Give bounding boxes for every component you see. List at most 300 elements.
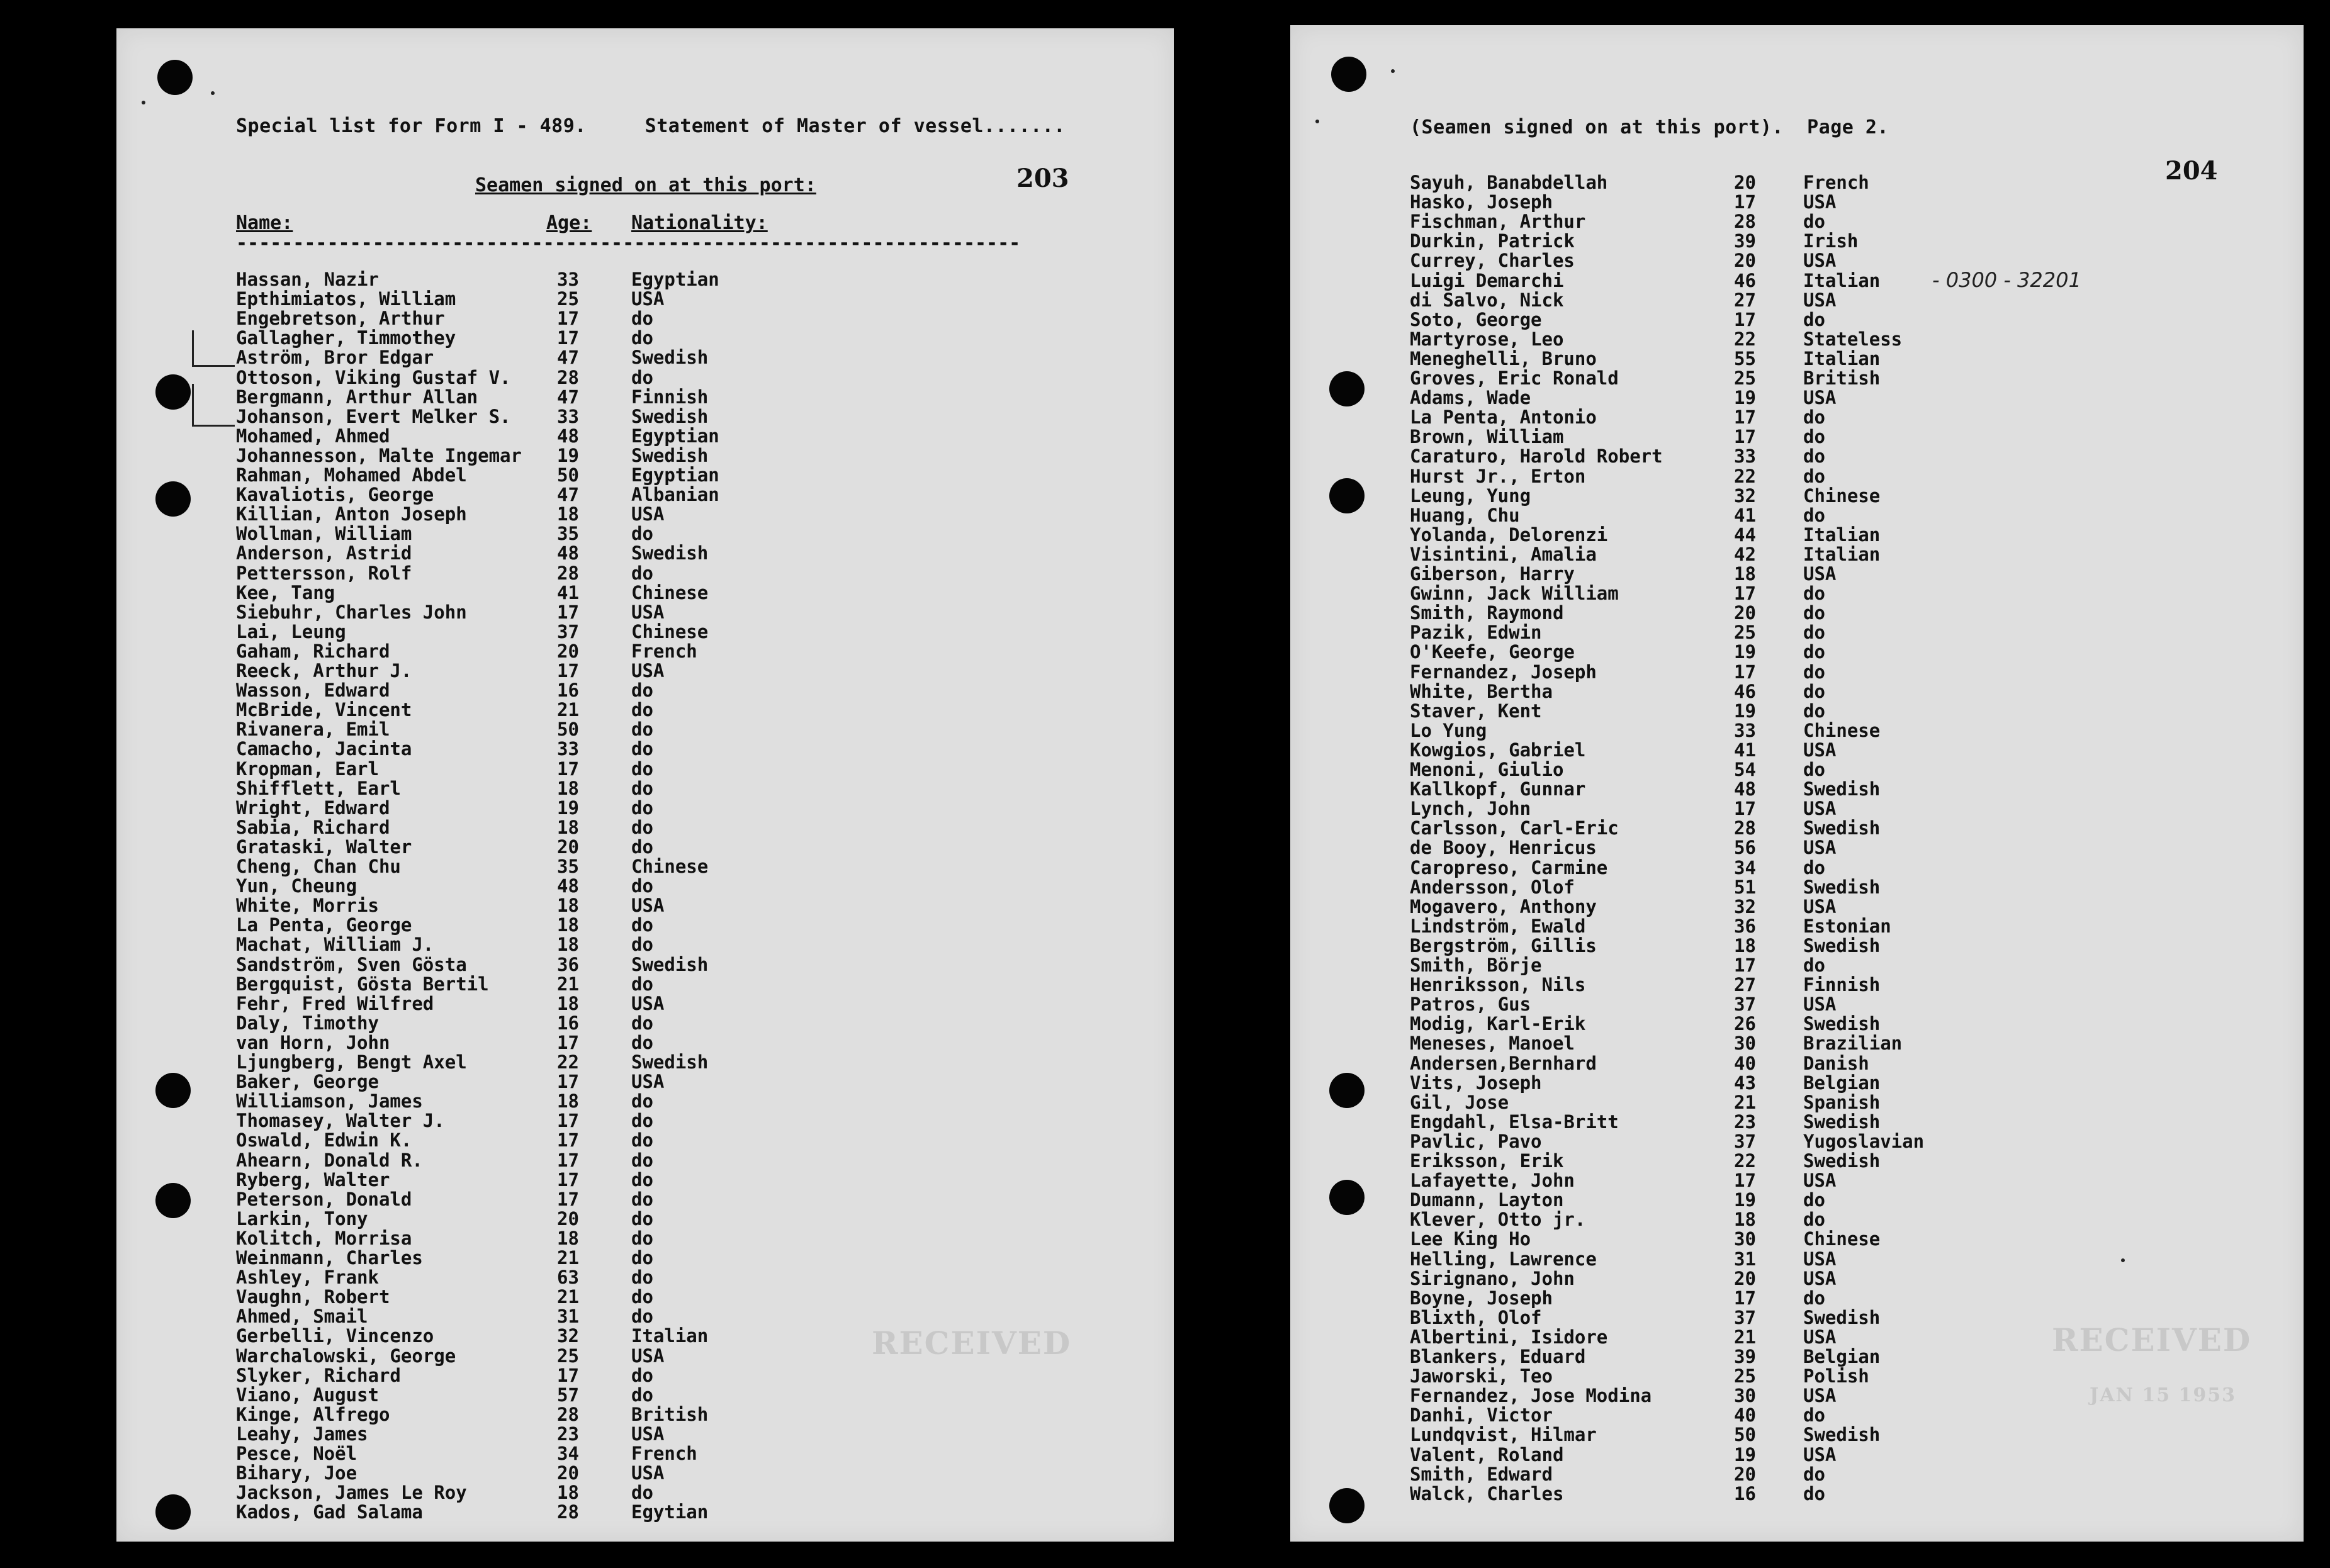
seaman-name: Soto, George [1410,308,1542,330]
seaman-age: 44 [1734,524,1756,546]
seaman-nationality: USA [1803,1170,1837,1192]
table-row [236,583,1054,603]
seaman-age: 17 [557,1149,579,1171]
table-row [1410,858,2228,878]
seaman-name: Ashley, Frank [236,1267,379,1289]
table-row [1410,193,2228,212]
seaman-nationality: Finnish [631,386,709,408]
table-row [1410,1484,2228,1504]
table-row [236,309,1054,328]
seaman-age: 30 [1734,1228,1756,1250]
seaman-nationality: USA [1803,1385,1837,1407]
seaman-name: White, Bertha [1410,680,1553,702]
seaman-nationality: USA [1803,739,1837,761]
seaman-age: 16 [557,680,579,702]
seaman-name: Thomasey, Walter J. [236,1110,445,1132]
seaman-age: 48 [1734,778,1756,800]
seaman-nationality: USA [631,288,665,310]
table-row [1410,663,2228,682]
seaman-age: 39 [1734,230,1756,252]
seaman-name: Lynch, John [1410,798,1531,820]
seaman-name: Sayuh, Banabdellah [1410,172,1608,193]
seaman-age: 47 [557,347,579,369]
table-row [236,1053,1054,1072]
seaman-age: 22 [1734,328,1756,350]
seaman-nationality: do [631,816,653,838]
table-row [236,642,1054,661]
seaman-age: 48 [557,542,579,564]
punch-hole [1329,371,1365,406]
page-number: 204 [2165,156,2218,186]
seaman-nationality: French [1803,172,1869,193]
table-row [236,564,1054,583]
seaman-nationality: British [1803,367,1881,389]
seaman-age: 21 [557,1247,579,1268]
seaman-age: 25 [557,1345,579,1367]
table-row [236,270,1054,289]
seaman-name: Meneses, Manoel [1410,1033,1575,1055]
table-row [236,1307,1054,1326]
seaman-nationality: Swedish [631,347,709,369]
seaman-name: Weinmann, Charles [236,1247,423,1268]
table-row [1410,799,2228,819]
table-row [1410,1465,2228,1484]
seaman-name: Bergström, Gillis [1410,934,1597,956]
seaman-name: Menoni, Giulio [1410,759,1564,780]
seaman-age: 27 [1734,974,1756,996]
seaman-age: 50 [1734,1424,1756,1446]
seaman-name: Leung, Yung [1410,484,1531,507]
seaman-age: 35 [557,856,579,877]
table-row [1410,1445,2228,1465]
seaman-nationality: do [631,1031,653,1053]
seaman-age: 18 [557,1090,579,1112]
seaman-nationality: USA [631,1071,665,1093]
seaman-nationality: do [631,699,653,721]
table-row [236,1014,1054,1033]
seaman-nationality: Swedish [1803,817,1881,839]
seaman-nationality: USA [631,601,665,623]
seaman-name: Leahy, James [236,1423,368,1445]
seaman-name: Slyker, Richard [236,1364,401,1386]
seaman-nationality: do [1803,308,1825,330]
table-row [1410,232,2228,251]
table-row [1410,1229,2228,1249]
seaman-nationality: do [631,1149,653,1171]
seaman-age: 17 [557,1129,579,1151]
table-row [1410,897,2228,917]
table-row [236,779,1054,798]
punch-hole [1329,1073,1365,1108]
seaman-nationality: do [1803,583,1825,605]
seaman-nationality: Italian [1803,347,1881,369]
seaman-age: 25 [1734,1365,1756,1387]
seaman-name: Aström, Bror Edgar [236,347,434,369]
seaman-name: Eriksson, Erik [1410,1150,1564,1172]
seaman-age: 32 [1734,895,1756,917]
table-row [1410,760,2228,780]
seaman-age: 20 [1734,1267,1756,1289]
seaman-name: Luigi Demarchi [1410,269,1564,291]
seaman-name: Hassan, Nazir [236,269,379,290]
seaman-nationality: do [1803,641,1825,663]
seaman-nationality: British [631,1403,709,1425]
seaman-name: Oswald, Edwin K. [236,1129,412,1151]
seaman-age: 20 [557,836,579,858]
table-row [1410,1014,2228,1034]
seaman-nationality: USA [631,1345,665,1367]
speck [1391,69,1395,73]
seaman-age: 33 [557,738,579,760]
seaman-name: Huang, Chu [1410,504,1520,526]
table-row [236,1131,1054,1150]
seaman-nationality: do [631,1227,653,1249]
seaman-age: 21 [1734,1091,1756,1113]
seaman-name: Gerbelli, Vincenzo [236,1325,434,1347]
seaman-nationality: do [631,327,653,349]
seaman-nationality: do [1803,759,1825,780]
seaman-age: 26 [1734,1013,1756,1035]
seaman-age: 43 [1734,1072,1756,1094]
column-header-nationality: Nationality: [631,212,768,234]
punch-hole [157,60,193,95]
seaman-nationality: Swedish [1803,1306,1881,1328]
seaman-nationality: Chinese [1803,484,1881,507]
table-row [1410,467,2228,486]
seaman-age: 56 [1734,837,1756,859]
table-row [236,505,1054,524]
table-row [1410,349,2228,369]
table-row [1410,173,2228,193]
seaman-age: 17 [1734,426,1756,448]
table-row [236,896,1054,916]
seaman-nationality: do [1803,211,1825,233]
punch-hole [1329,1488,1365,1523]
seaman-name: Martyrose, Leo [1410,328,1564,350]
seaman-nationality: do [631,875,653,897]
table-row [236,1033,1054,1053]
table-row [1410,427,2228,447]
seaman-nationality: do [631,1090,653,1112]
seaman-name: Lee King Ho [1410,1228,1531,1250]
seaman-age: 19 [1734,1189,1756,1211]
seaman-age: 50 [557,464,579,486]
seaman-nationality: Swedish [1803,1013,1881,1035]
seaman-name: Pavlic, Pavo [1410,1130,1542,1152]
table-row [1410,525,2228,545]
seaman-nationality: do [1803,1189,1825,1211]
seaman-name: Rivanera, Emil [236,719,390,741]
seaman-name: Andersen,Bernhard [1410,1052,1597,1074]
table-row [1410,741,2228,760]
seaman-nationality: Swedish [631,542,709,564]
table-row [1410,995,2228,1014]
table-row [1410,702,2228,721]
seaman-name: Gwinn, Jack William [1410,583,1619,605]
seaman-nationality: do [631,1207,653,1229]
table-row [236,1190,1054,1209]
seaman-nationality: Swedish [631,1051,709,1073]
seaman-nationality: Swedish [1803,876,1881,898]
seaman-name: Ljungberg, Bengt Axel [236,1051,467,1073]
seaman-age: 19 [1734,387,1756,409]
seaman-nationality: do [631,719,653,741]
seaman-name: Sirignano, John [1410,1267,1575,1289]
seaman-age: 28 [557,562,579,584]
table-row [1410,408,2228,427]
table-row [1410,819,2228,838]
seaman-age: 34 [1734,856,1756,878]
seaman-name: La Penta, Antonio [1410,406,1597,428]
seaman-age: 37 [1734,1306,1756,1328]
seaman-nationality: do [631,1384,653,1406]
seaman-nationality: do [1803,700,1825,722]
table-row [236,994,1054,1014]
table-row [236,368,1054,388]
seaman-age: 17 [557,1188,579,1210]
seaman-nationality: do [631,523,653,545]
seaman-age: 25 [557,288,579,310]
seaman-name: Bergmann, Arthur Allan [236,386,478,408]
seaman-age: 40 [1734,1052,1756,1074]
table-row [1410,310,2228,330]
table-row [1410,1190,2228,1210]
seaman-name: Reeck, Arthur J. [236,660,412,681]
table-row [1410,506,2228,525]
seaman-name: Giberson, Harry [1410,563,1575,585]
seaman-nationality: USA [1803,1248,1837,1270]
seaman-age: 41 [1734,739,1756,761]
seaman-nationality: do [1803,1209,1825,1231]
seaman-nationality: do [1803,622,1825,644]
seaman-name: Engdahl, Elsa-Britt [1410,1111,1619,1133]
table-row [1410,682,2228,702]
table-row [236,759,1054,779]
seaman-name: Caropreso, Carmine [1410,856,1608,878]
seaman-age: 63 [557,1267,579,1289]
seaman-age: 30 [1734,1385,1756,1407]
table-row [236,485,1054,505]
seaman-name: Modig, Karl-Erik [1410,1013,1586,1035]
seaman-name: Pettersson, Rolf [236,562,412,584]
seaman-name: Hasko, Joseph [1410,191,1553,213]
table-row [1410,564,2228,584]
seaman-nationality: USA [631,660,665,681]
seaman-name: Kolitch, Morrisa [236,1227,412,1249]
table-row [236,1111,1054,1131]
table-row [236,1503,1054,1522]
table-row [1410,1112,2228,1132]
seaman-name: Pazik, Edwin [1410,622,1542,644]
seaman-age: 28 [557,1501,579,1523]
seaman-name: O'Keefe, George [1410,641,1575,663]
seaman-age: 17 [557,308,579,330]
seaman-age: 18 [557,934,579,956]
seaman-name: Groves, Eric Ronald [1410,367,1619,389]
seaman-name: Kavaliotis, George [236,484,434,506]
seaman-age: 19 [1734,641,1756,663]
seaman-nationality: do [631,1110,653,1132]
seaman-name: Jaworski, Teo [1410,1365,1553,1387]
seaman-name: Helling, Lawrence [1410,1248,1597,1270]
received-stamp: RECEIVED [2052,1321,2252,1358]
table-row [1410,780,2228,799]
seaman-nationality: do [1803,1404,1825,1426]
seaman-age: 28 [557,366,579,388]
seaman-nationality: do [1803,1482,1825,1504]
seaman-name: Lundqvist, Hilmar [1410,1424,1597,1446]
table-row [236,1072,1054,1092]
seaman-nationality: Yugoslavian [1803,1130,1925,1152]
seaman-age: 19 [557,444,579,466]
seaman-name: Durkin, Patrick [1410,230,1575,252]
seaman-age: 17 [557,1168,579,1190]
table-row [1410,1034,2228,1053]
seaman-nationality: USA [1803,250,1837,272]
seaman-nationality: do [631,1482,653,1504]
seaman-name: Yun, Cheung [236,875,357,897]
seaman-nationality: USA [1803,1326,1837,1348]
seaman-nationality: Italian [1803,269,1881,291]
table-row [1410,251,2228,271]
seaman-nationality: USA [1803,1443,1837,1465]
seaman-name: de Booy, Henricus [1410,837,1597,859]
column-header-name: Name: [236,212,293,234]
seaman-nationality: do [1803,680,1825,702]
seaman-name: Fernandez, Jose Modina [1410,1385,1652,1407]
seaman-name: Grataski, Walter [236,836,412,858]
seaman-name: Baker, George [236,1071,379,1093]
table-row [236,544,1054,563]
seaman-age: 25 [1734,367,1756,389]
seaman-age: 17 [1734,191,1756,213]
seaman-nationality: do [1803,445,1825,468]
seaman-age: 19 [557,797,579,819]
table-row [236,1405,1054,1425]
seaman-name: Larkin, Tony [236,1207,368,1229]
seaman-nationality: USA [1803,563,1837,585]
seaman-nationality: Chinese [631,581,709,603]
seaman-nationality: Belgian [1803,1346,1881,1367]
seaman-nationality: Italian [631,1325,709,1347]
page-number: 203 [1016,164,1069,193]
table-row [1410,1073,2228,1093]
table-row [1410,603,2228,623]
seaman-nationality: do [1803,661,1825,683]
table-row [236,1464,1054,1483]
seaman-name: Gaham, Richard [236,640,390,662]
seaman-age: 18 [1734,1209,1756,1231]
seaman-age: 18 [557,914,579,936]
seaman-name: Patros, Gus [1410,994,1531,1016]
seaman-nationality: do [631,738,653,760]
seaman-nationality: USA [1803,837,1837,859]
seaman-name: Currey, Charles [1410,250,1575,272]
page-header: (Seamen signed on at this port). Page 2. [1410,116,1889,138]
seaman-nationality: do [631,914,653,936]
table-row [1410,838,2228,858]
seaman-age: 17 [1734,583,1756,605]
seaman-name: Vaughn, Robert [236,1286,390,1308]
seaman-age: 33 [1734,719,1756,741]
seaman-age: 17 [557,327,579,349]
seaman-name: Epthimiatos, William [236,288,456,310]
table-row [236,681,1054,700]
seaman-age: 36 [1734,915,1756,937]
seaman-age: 28 [1734,817,1756,839]
seaman-nationality: Brazilian [1803,1033,1903,1055]
seaman-name: Mohamed, Ahmed [236,425,390,447]
seaman-age: 37 [1734,1130,1756,1152]
seaman-nationality: Estonian [1803,915,1891,937]
seaman-nationality: USA [1803,191,1837,213]
seaman-age: 17 [1734,308,1756,330]
table-row [1410,1171,2228,1190]
seaman-age: 17 [557,1364,579,1386]
seaman-name: di Salvo, Nick [1410,289,1564,311]
seaman-age: 31 [557,1306,579,1328]
seaman-name: Jackson, James Le Roy [236,1482,467,1504]
seaman-age: 17 [1734,1170,1756,1192]
table-row [236,1092,1054,1111]
seaman-age: 20 [1734,1463,1756,1485]
seaman-age: 18 [557,1482,579,1504]
seaman-age: 48 [557,875,579,897]
seaman-age: 32 [1734,484,1756,507]
table-row [1410,956,2228,975]
seaman-name: Mogavero, Anthony [1410,895,1597,917]
seaman-name: van Horn, John [236,1031,390,1053]
seaman-name: Viano, August [236,1384,379,1406]
table-row [236,876,1054,896]
seaman-age: 37 [557,620,579,642]
seaman-age: 16 [1734,1482,1756,1504]
seaman-name: Albertini, Isidore [1410,1326,1608,1348]
table-row [236,603,1054,622]
seaman-age: 20 [1734,250,1756,272]
table-row [236,1209,1054,1229]
seaman-nationality: USA [631,895,665,917]
table-row [1410,878,2228,897]
table-row [1410,1289,2228,1308]
seaman-age: 30 [1734,1033,1756,1055]
seaman-nationality: do [631,1364,653,1386]
seaman-age: 20 [1734,172,1756,193]
seaman-nationality: French [631,1443,697,1464]
seaman-nationality: do [1803,504,1825,526]
table-row [236,720,1054,739]
seaman-nationality: Chinese [631,620,709,642]
seaman-age: 21 [557,699,579,721]
seaman-nationality: Italian [1803,543,1881,565]
table-row [236,916,1054,935]
seaman-age: 33 [557,269,579,290]
seaman-name: Danhi, Victor [1410,1404,1553,1426]
seaman-nationality: do [1803,406,1825,428]
seaman-name: Valent, Roland [1410,1443,1564,1465]
table-row [236,739,1054,759]
seaman-name: Dumann, Layton [1410,1189,1564,1211]
table-row [1410,330,2228,349]
table-row [1410,447,2228,466]
seaman-name: Ottoson, Viking Gustaf V. [236,366,511,388]
seaman-age: 20 [557,1207,579,1229]
separator-line: --------------------------------------------------------------------- [236,232,1021,254]
table-row [1410,486,2228,506]
table-row [236,975,1054,994]
table-row [236,348,1054,367]
punch-hole [155,1183,191,1218]
